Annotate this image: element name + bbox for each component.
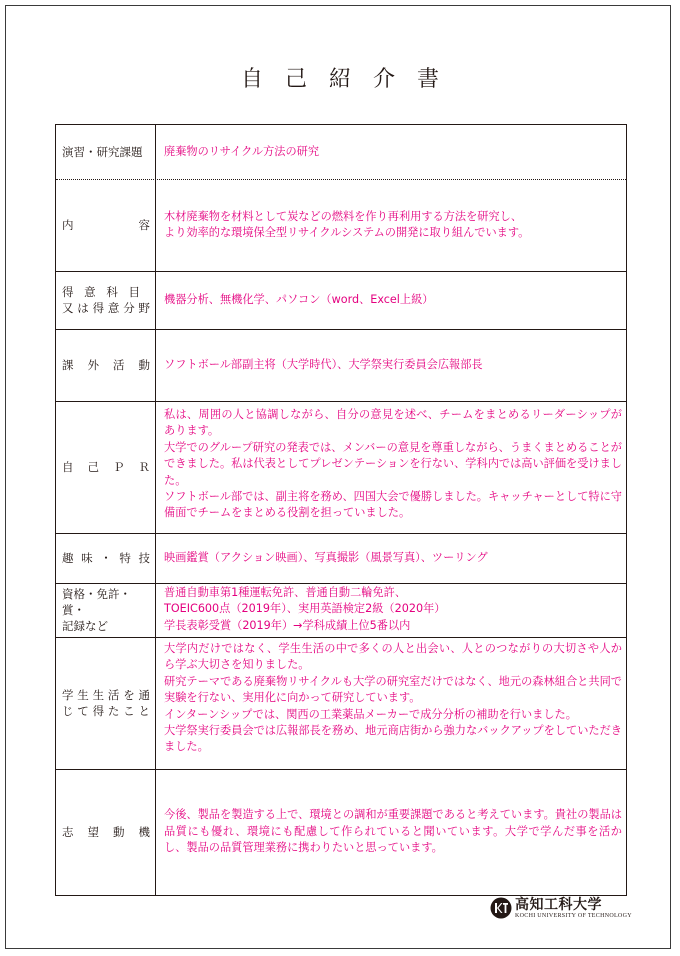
university-name-english: KOCHI UNIVERSITY OF TECHNOLOGY [515, 913, 632, 919]
row-student-life [56, 637, 626, 770]
row-extracurricular [56, 329, 626, 402]
document-title: 自己紹介書 [240, 67, 461, 92]
label-qualifications: 資格・免許・賞・ 記録など [56, 583, 156, 637]
row-research-content [56, 179, 626, 272]
content-self-pr: 私は、周囲の人と協調しながら、自分の意見を述べ、チームをまとめるリーダーシップがあります。 大学でのグループ研究の発表では、メンバーの意見を尊重しながら、うまくまとめることができました。私は代表としてプレゼンテーションを行ない、学科内では高い評価を受けました。 ソフトボール部では、副主将を務め、四国大会で優勝しました。キャッチャーとして特に守備面でチームをまとめる役割を担っていました。 [164, 408, 622, 520]
content-motivation: 今後、製品を製造する上で、環境との調和が重要課題であると考えています。貴社の製品は品質にも優れ、環境にも配慮して作られていると聞いています。大学で学んだ事を活かし、製品の品質管理業務に携わりたいと思っています。 [164, 808, 622, 855]
content-research-topic: 廃棄物のリサイクル方法の研究 [164, 144, 320, 158]
content-extracurricular: ソフトボール部副主将（大学時代）、大学祭実行委員会広報部長 [164, 357, 483, 371]
row-hobbies [56, 533, 626, 584]
content-research-content: 木材廃棄物を材料として炭などの燃料を作り再利用する方法を研究し、 より効率的な環境保全型リサイクルシステムの開発に取り組んでいます。 [164, 209, 530, 239]
university-logo [490, 897, 632, 919]
row-self-pr [56, 401, 626, 534]
label-extracurricular: 課外活動 [56, 329, 156, 401]
row-research-topic [56, 125, 626, 180]
label-motivation: 志望動機 [56, 769, 156, 895]
label-self-pr: 自己ＰＲ [56, 401, 156, 533]
label-research-content: 内容 [56, 179, 156, 271]
self-introduction-form [55, 124, 627, 896]
content-qualifications: 普通自動車第1種運転免許、普通自動二輪免許、 TOEIC600点（2019年）、実用英語検定2級（2020年） 学長表彰受賞（2019年）→学科成績上位5番以内 [164, 586, 446, 632]
content-hobbies: 映画鑑賞（アクション映画）、写真撮影（風景写真）、ツーリング [164, 550, 488, 564]
content-student-life: 大学内だけではなく、学生生活の中で多くの人と出会い、人とのつながりの大切さや人から学ぶ大切さを知りました。 研究テーマである廃棄物リサイクルも大学の研究室だけではなく、地元の森林組合と共同で実験を行ない、実用化に向かって研究しています。 インターンシップでは、関西の工業薬品メーカーで成分分析の補助を行いました。 大学祭実行委員会では広報部長を務め、地元商店街から強力なバックアップをしていただきました。 [164, 642, 622, 754]
row-motivation [56, 769, 626, 895]
label-student-life: 学生生活を通 じて得たこと [56, 637, 156, 769]
row-qualifications [56, 583, 626, 638]
label-hobbies: 趣味・特技 [56, 533, 156, 583]
kut-emblem-icon [490, 897, 512, 919]
label-strong-subjects: 得意科目 又は得意分野 [56, 271, 156, 329]
content-strong-subjects: 機器分析、無機化学、パソコン（word、Excel上級） [164, 292, 434, 306]
label-research-topic: 演習・研究課題 [56, 125, 156, 179]
row-strong-subjects [56, 271, 626, 330]
university-name: 高知工科大学 [515, 897, 602, 913]
